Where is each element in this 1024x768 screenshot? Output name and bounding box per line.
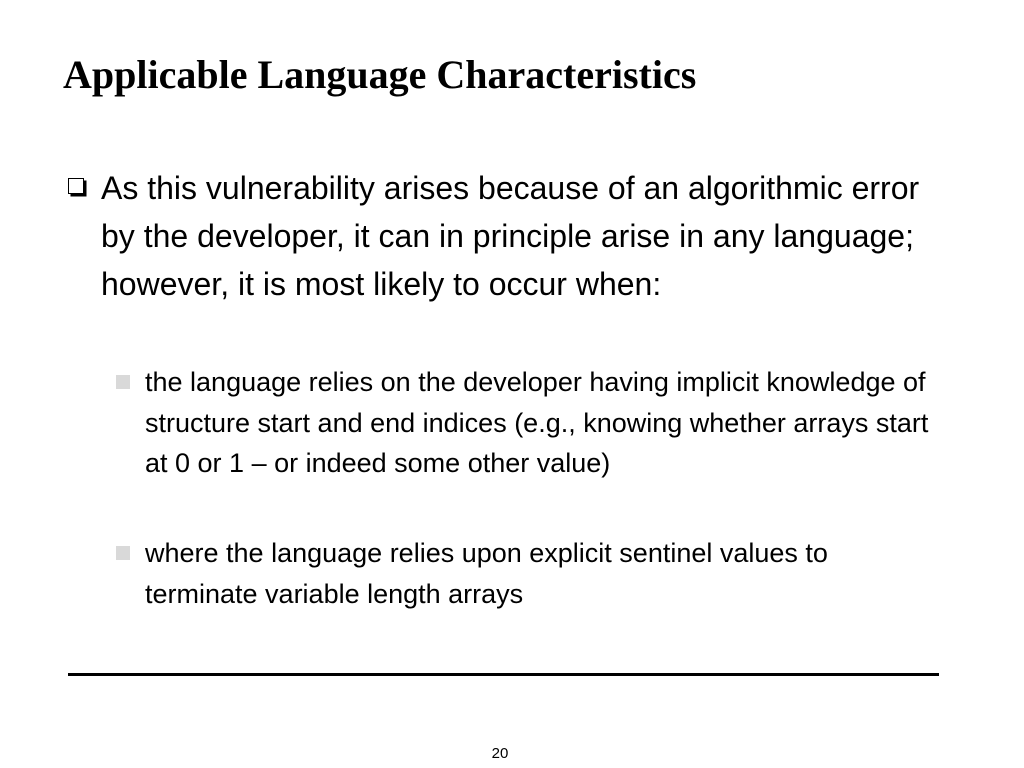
sub-bullet-text-2: where the language relies upon explicit sentinel values to terminate variable length arrays — [145, 538, 828, 609]
gray-square-bullet-icon — [116, 546, 130, 560]
bullet-main-text: As this vulnerability arises because of an algorithmic error by the developer, it can in principle arise in any language; however, it is most likely to occur when: — [101, 170, 920, 302]
footer-divider — [68, 673, 939, 676]
gray-square-bullet-icon — [116, 375, 130, 389]
sub-bullet-text-1: the language relies on the developer having implicit knowledge of structure start and end indices (e.g., knowing whether arrays start at 0 or 1 – or indeed some other value) — [145, 367, 929, 478]
slide-title: Applicable Language Characteristics — [63, 52, 697, 97]
hollow-square-bullet-icon — [68, 178, 84, 194]
page-number: 20 — [491, 745, 509, 762]
